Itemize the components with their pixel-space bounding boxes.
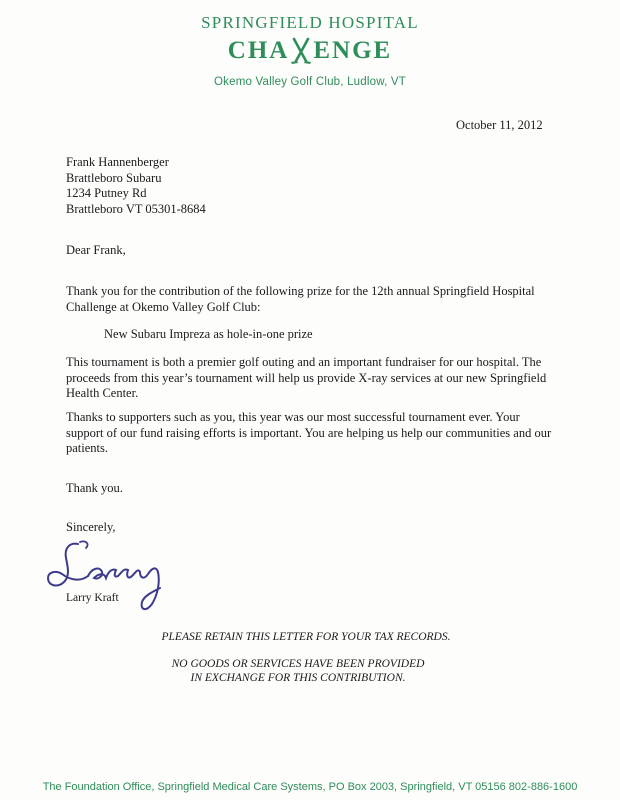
no-goods-line-1: NO GOODS OR SERVICES HAVE BEEN PROVIDED xyxy=(171,658,425,670)
no-goods-notice xyxy=(0,657,596,685)
paragraph-contribution: Thank you for the contribution of the following prize for the 12th annual Springfield Hospital Challenge at Okemo Valley Golf Club: xyxy=(66,284,535,314)
recipient-company: Brattleboro Subaru xyxy=(66,170,162,185)
recipient-name: Frank Hannenberger xyxy=(66,155,169,169)
signer-name: Larry Kraft xyxy=(66,592,119,604)
recipient-city: Brattleboro VT 05301-8684 xyxy=(66,201,206,216)
organization-name: SPRINGFIELD HOSPITAL xyxy=(201,13,419,32)
event-name-right: ENGE xyxy=(313,37,393,64)
event-name xyxy=(0,36,620,66)
footer-address: The Foundation Office, Springfield Medical Care Systems, PO Box 2003, Springfield, VT 05156 802-886-1600 xyxy=(42,781,578,793)
valediction: Sincerely, xyxy=(66,520,116,534)
prize-line: New Subaru Impreza as hole-in-one prize xyxy=(104,327,313,341)
recipient-street: 1234 Putney Rd xyxy=(66,186,147,200)
crossed-golf-clubs-icon xyxy=(290,37,312,65)
paragraph-fundraiser: This tournament is both a premier golf outing and an important fundraiser for our hospital. The proceeds from this year’s tournament will help us provide X-ray services at our new Springfield Health Center. xyxy=(66,355,547,400)
salutation: Dear Frank, xyxy=(66,243,126,257)
event-name-left: CHA xyxy=(227,37,290,64)
paragraph-supporters: Thanks to supporters such as you, this year was our most successful tournament ever. Your support of our fund raising efforts is important. You are helping us help our communities and our patients. xyxy=(66,410,552,455)
thank-you-line: Thank you. xyxy=(66,481,123,495)
letter-date: October 11, 2012 xyxy=(456,118,543,132)
venue-line: Okemo Valley Golf Club, Ludlow, VT xyxy=(214,76,406,88)
no-goods-line-2: IN EXCHANGE FOR THIS CONTRIBUTION. xyxy=(190,672,406,684)
handwritten-signature xyxy=(40,538,180,618)
tax-records-notice: PLEASE RETAIN THIS LETTER FOR YOUR TAX RECORDS. xyxy=(161,631,451,643)
letterhead xyxy=(0,12,620,88)
recipient-address xyxy=(66,155,206,217)
